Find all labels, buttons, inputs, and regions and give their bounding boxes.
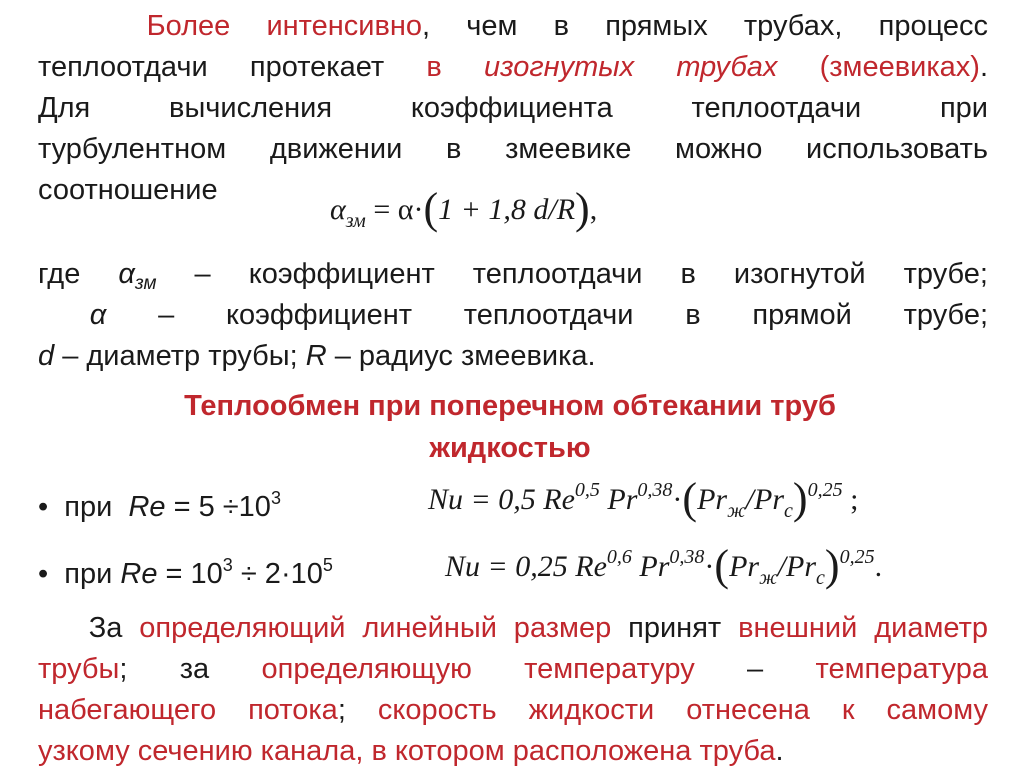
definition-alpha-coil: где $\alpha_{зм}$ – коэффициент теплоотдачи в изогнутой трубе; [38,258,988,294]
closing-line-1: За определяющий линейный размер принят внешний диаметр [88,612,988,644]
closing-line-3: набегающего потока; скорость жидкости отнесена к самому [38,694,988,726]
term-more-intense: Более интенсивно [146,10,423,42]
intro-line-5: соотношение [38,174,218,206]
intro-line-3: Для вычисления коэффициента теплоотдачи при [38,92,988,124]
intro-line-4: турбулентном движении в змеевике можно использовать [38,133,988,165]
bullet-condition-1: • при $Re = 5 \div 10^3$ [38,488,281,523]
bullet-condition-2: • при $Re = 10^3 \div 2\cdot 10^5$ [38,555,333,590]
nusselt-formula-1: Nu = 0,5 Re$^{0,5}$ $Pr^{0,38}\cdot(Pr_ж/Pr_c)^{0,25}$ ; [428,474,859,523]
closing-line-2: трубы; за определяющую температуру – температура [38,653,988,685]
bullet-icon: • [38,558,49,590]
term-defining-size: определяющий линейный размер [139,612,612,644]
term-velocity: скорость жидкости отнесена к самому [377,694,988,726]
term-coils: (змеевиках) [777,51,980,83]
intro-line-2: теплоотдачи протекает в изогнутых трубах (змеевиках). [38,51,989,83]
definition-alpha: α – коэффициент теплоотдачи в прямой трубе; [89,299,988,331]
intro-line-1: Более интенсивно, чем в прямых трубах, процесс [146,10,988,42]
term-bent-pipes: изогнутых трубах [483,51,778,83]
section-heading: Теплообмен при поперечном обтекании труб жидкостью [184,390,836,464]
nusselt-formula-2: Nu = 0,25 Re$^{0,6}$ $Pr^{0,38}\cdot(Pr_ж/Pr_c)^{0,25}$. [445,541,883,590]
coil-formula: $\alpha_{зм} = \alpha\cdot(1 + 1,8$ d/R), [330,184,598,233]
definition-d-R: d – диаметр трубы; R – радиус змеевика. [38,340,596,372]
closing-line-4: узкому сечению канала, в котором расположена труба. [38,735,784,767]
bullet-icon: • [38,491,49,523]
term-outer-diameter: внешний диаметр [738,612,988,644]
term-defining-temperature: определяющую температуру [261,653,695,685]
